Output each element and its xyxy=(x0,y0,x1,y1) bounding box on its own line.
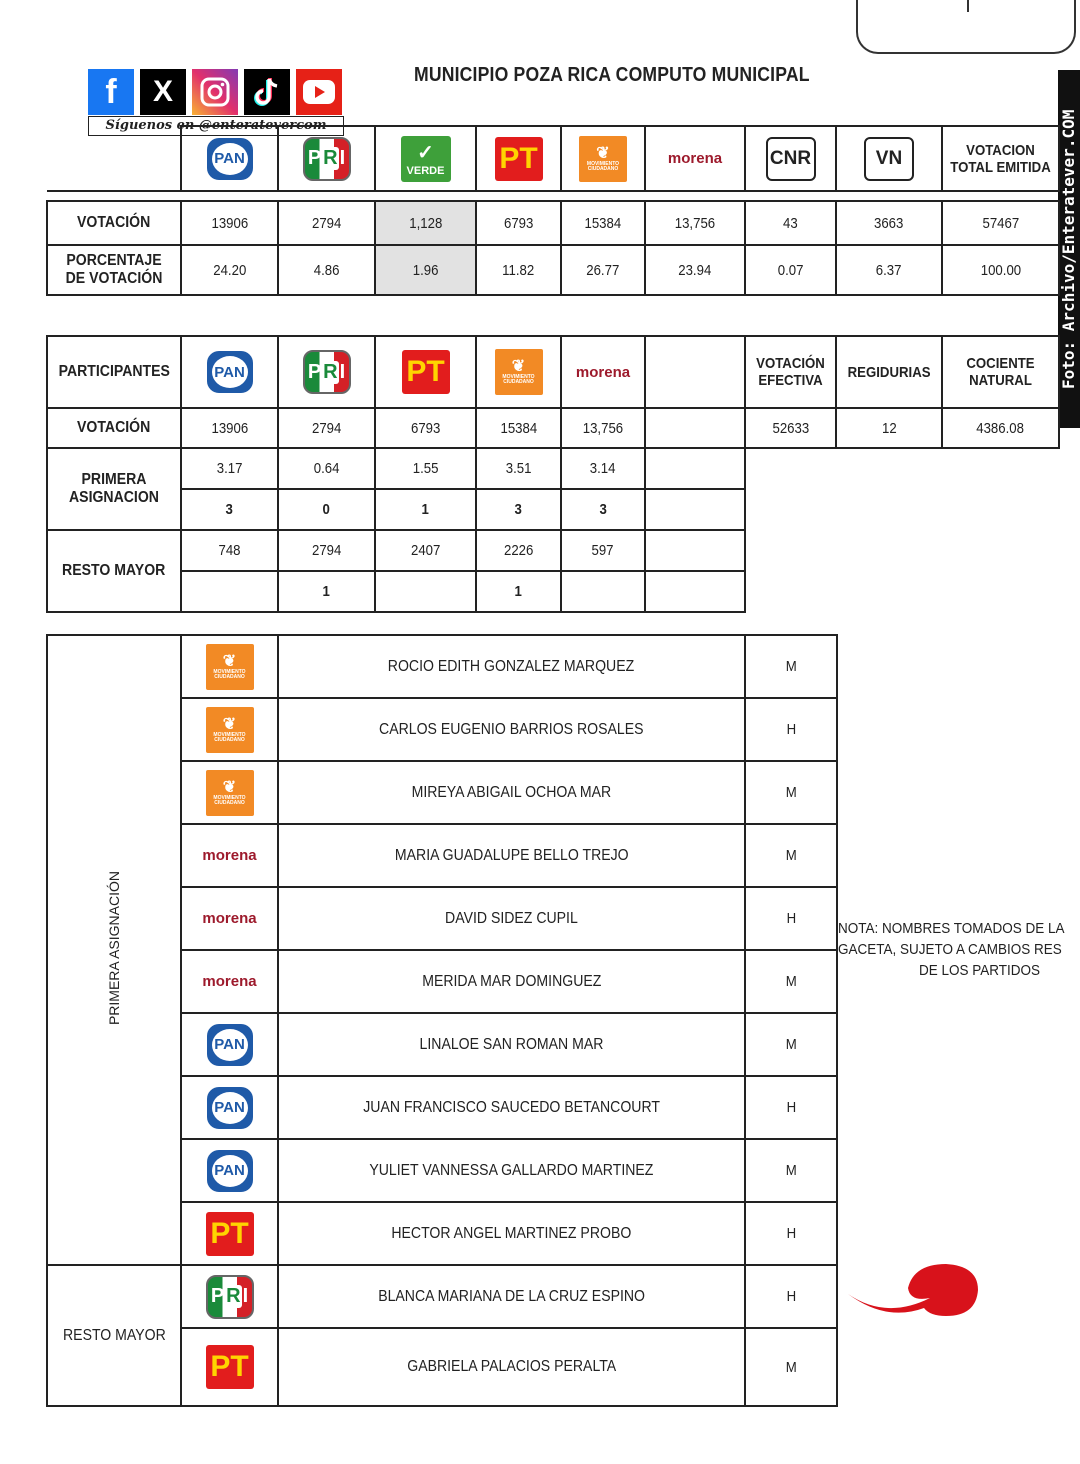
candidate-sex: M xyxy=(745,635,837,698)
cell: 2407 xyxy=(375,530,476,571)
cell: 100.00 xyxy=(942,245,1059,295)
vn-logo-icon: VN xyxy=(864,137,914,181)
mc-logo-icon: ❦ MOVIMIENTO CIUDADANO xyxy=(206,707,254,753)
cell: 2226 xyxy=(476,530,561,571)
party-logo-cell xyxy=(181,635,278,698)
cell: 11.82 xyxy=(476,245,561,295)
candidate-name: DAVID SIDEZ CUPIL xyxy=(278,887,745,950)
cell: 3663 xyxy=(836,201,942,245)
cell: 52633 xyxy=(745,408,836,448)
cell: 4386.08 xyxy=(942,408,1059,448)
pan-logo-icon: PAN xyxy=(207,138,253,180)
cell: 1.96 xyxy=(375,245,476,295)
candidate-name: MARIA GUADALUPE BELLO TREJO xyxy=(278,824,745,887)
cell: 15384 xyxy=(476,408,561,448)
row-label: PORCENTAJE DE VOTACIÓN xyxy=(47,245,181,295)
cell: 26.77 xyxy=(561,245,645,295)
row-label: VOTACIÓN xyxy=(47,408,181,448)
votacion-efectiva-label: VOTACIÓN EFECTIVA xyxy=(745,336,836,408)
candidate-name: GABRIELA PALACIOS PERALTA xyxy=(278,1328,745,1406)
party-logo-cell xyxy=(181,1202,278,1265)
cell: 1 xyxy=(476,571,561,612)
note-line: NOTA: NOMBRES TOMADOS DE LA xyxy=(838,920,1065,937)
pan-logo-icon: PAN xyxy=(207,1024,253,1066)
party-logo-cell xyxy=(181,1139,278,1202)
party-logo-cell xyxy=(181,761,278,824)
candidate-sex: M xyxy=(745,761,837,824)
mc-logo-icon: ❦ MOVIMIENTO CIUDADANO xyxy=(579,136,627,182)
cell: 15384 xyxy=(561,201,645,245)
pri-logo-icon: P R I xyxy=(303,350,351,394)
empty-cell xyxy=(645,408,745,448)
note-line: GACETA, SUJETO A CAMBIOS RES xyxy=(838,941,1062,958)
candidate-sex: H xyxy=(745,1202,837,1265)
candidate-sex: H xyxy=(745,1265,837,1328)
candidate-name: CARLOS EUGENIO BARRIOS ROSALES xyxy=(278,698,745,761)
empty-corner xyxy=(47,126,181,191)
blank-area xyxy=(745,448,1059,612)
cnr-logo-icon: CNR xyxy=(766,137,816,181)
follow-text: Síguenos en @enteratevercom xyxy=(88,116,344,136)
party-logo-cell xyxy=(181,824,278,887)
cell: 0.64 xyxy=(278,448,375,489)
page-title: MUNICIPIO POZA RICA COMPUTO MUNICIPAL xyxy=(414,64,810,86)
results-table xyxy=(46,125,1060,296)
cell: 13906 xyxy=(181,408,278,448)
votes-row xyxy=(47,408,1059,448)
cell: 2794 xyxy=(278,408,375,448)
cell: 1,128 xyxy=(375,201,476,245)
mc-logo-icon: ❦ MOVIMIENTO CIUDADANO xyxy=(206,644,254,690)
candidate-sex: H xyxy=(745,698,837,761)
brand-swoosh-icon xyxy=(846,1262,980,1318)
note-line: DE LOS PARTIDOS xyxy=(919,962,1041,979)
party-logo-cell xyxy=(181,950,278,1013)
participants-label: PARTICIPANTES xyxy=(47,336,181,408)
cell: 13906 xyxy=(181,201,278,245)
cell: 0 xyxy=(278,489,375,530)
cell: 1 xyxy=(375,489,476,530)
morena-logo-icon: morena xyxy=(202,973,257,990)
candidate-name: BLANCA MARIANA DE LA CRUZ ESPINO xyxy=(278,1265,745,1328)
cell: 3.14 xyxy=(561,448,645,489)
party-pri xyxy=(278,336,375,408)
morena-logo-icon: morena xyxy=(667,150,723,167)
cociente-label: COCIENTE NATURAL xyxy=(942,336,1059,408)
verde-logo-icon: ✓ VERDE xyxy=(401,136,451,182)
cell: 3 xyxy=(476,489,561,530)
cell: 3.51 xyxy=(476,448,561,489)
cell: 43 xyxy=(745,201,836,245)
candidate-sex: M xyxy=(745,824,837,887)
party-pan xyxy=(181,336,278,408)
primera-group-label: PRIMERA ASIGNACIÓN xyxy=(47,635,181,1265)
party-pan xyxy=(181,126,278,191)
cell: 6793 xyxy=(375,408,476,448)
photo-credit-watermark: Foto: Archivo/Enteratever.COM xyxy=(1058,70,1080,428)
party-pt xyxy=(476,126,561,191)
party-vn xyxy=(836,126,942,191)
cell: 1 xyxy=(278,571,375,612)
party-logo-cell xyxy=(181,1265,278,1328)
morena-logo-icon: morena xyxy=(202,847,257,864)
pt-logo-icon: PT xyxy=(206,1345,254,1389)
mc-logo-icon: ❦ MOVIMIENTO CIUDADANO xyxy=(495,349,543,395)
candidate-name: YULIET VANNESSA GALLARDO MARTINEZ xyxy=(278,1139,745,1202)
cell: 0.07 xyxy=(745,245,836,295)
empty-cell xyxy=(645,448,745,489)
cell: 24.20 xyxy=(181,245,278,295)
empty-cell xyxy=(645,489,745,530)
primera-quot-row xyxy=(47,448,1059,489)
mc-logo-icon: ❦ MOVIMIENTO CIUDADANO xyxy=(206,770,254,816)
cell xyxy=(181,571,278,612)
cell: 3 xyxy=(181,489,278,530)
cell: 13,756 xyxy=(561,408,645,448)
empty-cell xyxy=(645,571,745,612)
tiktok-icon[interactable] xyxy=(244,69,290,115)
party-logo-cell xyxy=(181,698,278,761)
pan-logo-icon: PAN xyxy=(207,1087,253,1129)
party-morena xyxy=(645,126,745,191)
youtube-icon[interactable] xyxy=(296,69,342,115)
cell xyxy=(375,571,476,612)
row-label: VOTACIÓN xyxy=(47,201,181,245)
party-mc xyxy=(476,336,561,408)
cell: 57467 xyxy=(942,201,1059,245)
candidate-name: ROCIO EDITH GONZALEZ MARQUEZ xyxy=(278,635,745,698)
regidurias-label: REGIDURIAS xyxy=(836,336,942,408)
candidate-sex: M xyxy=(745,1013,837,1076)
pan-logo-icon: PAN xyxy=(207,351,253,393)
cell: 12 xyxy=(836,408,942,448)
morena-logo-icon: morena xyxy=(575,363,631,381)
cell: 6793 xyxy=(476,201,561,245)
candidate-name: JUAN FRANCISCO SAUCEDO BETANCOURT xyxy=(278,1076,745,1139)
facebook-icon[interactable]: f xyxy=(88,69,134,115)
party-mc xyxy=(561,126,645,191)
primera-label: PRIMERA ASIGNACION xyxy=(47,448,181,530)
cell: 23.94 xyxy=(645,245,745,295)
corner-frame xyxy=(856,0,1076,54)
morena-logo-icon: morena xyxy=(202,910,257,927)
pri-logo-icon: P R I xyxy=(206,1275,254,1319)
cell: 1.55 xyxy=(375,448,476,489)
candidate-name: MERIDA MAR DOMINGUEZ xyxy=(278,950,745,1013)
cell: 6.37 xyxy=(836,245,942,295)
empty-cell xyxy=(645,530,745,571)
candidate-sex: M xyxy=(745,950,837,1013)
resto-label: RESTO MAYOR xyxy=(47,530,181,612)
party-header-row xyxy=(47,126,1059,191)
candidate-sex: H xyxy=(745,1076,837,1139)
resto-group-label: RESTO MAYOR xyxy=(47,1265,181,1406)
candidate-sex: H xyxy=(745,887,837,950)
candidate-name: HECTOR ANGEL MARTINEZ PROBO xyxy=(278,1202,745,1265)
pri-logo-icon: P R I xyxy=(303,137,351,181)
votes-row xyxy=(47,201,1059,245)
pan-logo-icon: PAN xyxy=(207,1150,253,1192)
instagram-icon[interactable] xyxy=(192,69,238,115)
allocation-table xyxy=(46,335,1060,613)
cell: 597 xyxy=(561,530,645,571)
cell: 2794 xyxy=(278,201,375,245)
pt-logo-icon: PT xyxy=(402,350,450,394)
cell: 2794 xyxy=(278,530,375,571)
party-cnr xyxy=(745,126,836,191)
x-icon[interactable]: X xyxy=(140,69,186,115)
pt-logo-icon: PT xyxy=(495,137,543,181)
note xyxy=(838,918,1080,981)
cell: 13,756 xyxy=(645,201,745,245)
cell xyxy=(561,571,645,612)
percent-row xyxy=(47,245,1059,295)
cell: 748 xyxy=(181,530,278,571)
candidate-sex: M xyxy=(745,1139,837,1202)
party-logo-cell xyxy=(181,1076,278,1139)
pt-logo-icon: PT xyxy=(206,1212,254,1256)
regidores-table xyxy=(46,634,838,1407)
candidate-sex: M xyxy=(745,1328,837,1406)
party-logo-cell xyxy=(181,1013,278,1076)
party-morena xyxy=(561,336,645,408)
empty-cell xyxy=(645,336,745,408)
party-logo-cell xyxy=(181,887,278,950)
regidor-row xyxy=(47,635,837,698)
party-pt xyxy=(375,336,476,408)
cell: 3.17 xyxy=(181,448,278,489)
candidate-name: LINALOE SAN ROMAN MAR xyxy=(278,1013,745,1076)
candidate-name: MIREYA ABIGAIL OCHOA MAR xyxy=(278,761,745,824)
party-pri xyxy=(278,126,375,191)
participants-row xyxy=(47,336,1059,408)
cell: 3 xyxy=(561,489,645,530)
regidor-row xyxy=(47,1265,837,1328)
cell: 4.86 xyxy=(278,245,375,295)
party-logo-cell xyxy=(181,1328,278,1406)
total-header: VOTACION TOTAL EMITIDA xyxy=(942,126,1059,191)
party-verde xyxy=(375,126,476,191)
